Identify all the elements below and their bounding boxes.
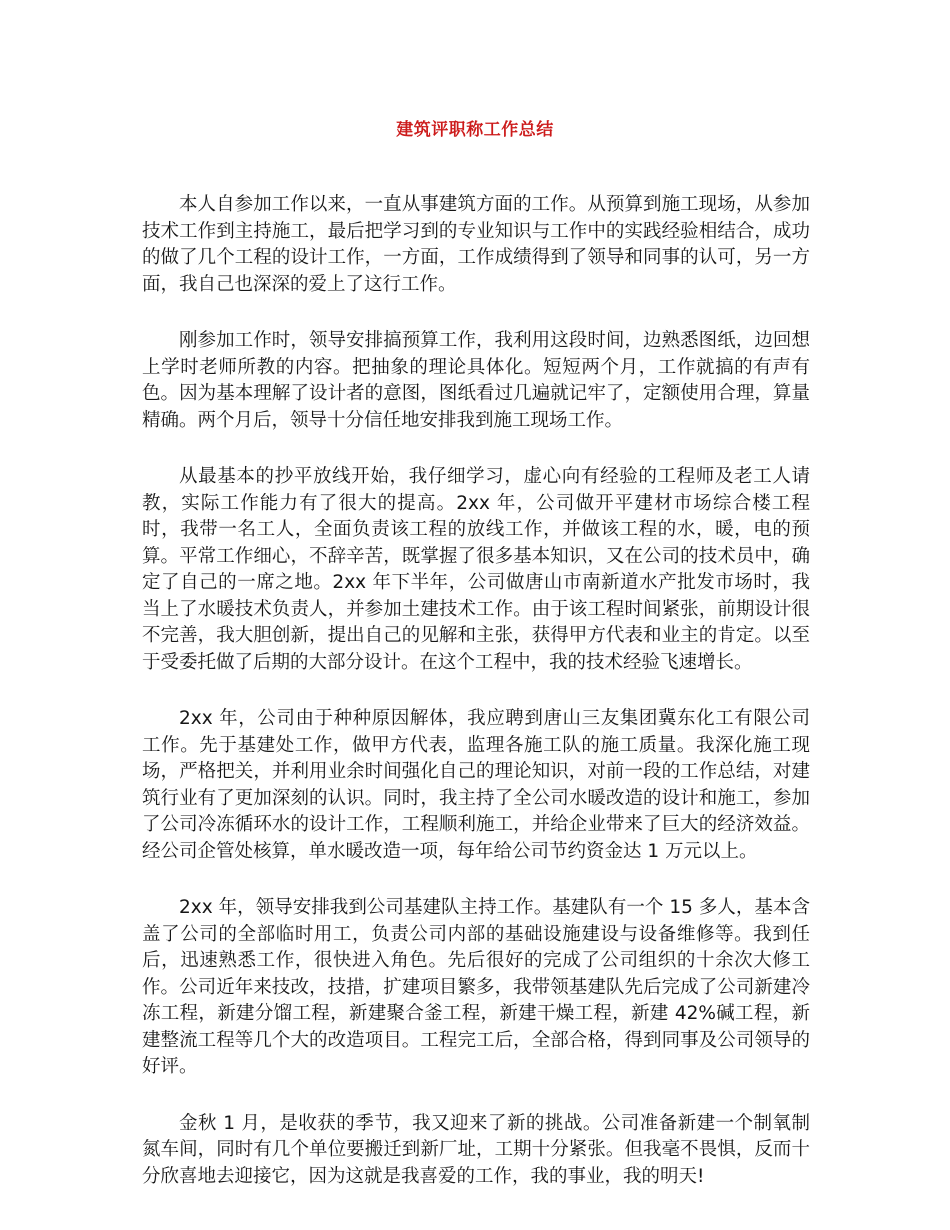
paragraph: 本人自参加工作以来，一直从事建筑方面的工作。从预算到施工现场，从参加技术工作到主持施工，最后把学习到的专业知识与工作中的实践经验相结合，成功的做了几个工程的设计工作，一方面，工作成绩得到了领导和同事的认可，另一方面，我自己也深深的爱上了这行工作。: [142, 194, 810, 295]
paragraph: 2xx 年，领导安排我到公司基建队主持工作。基建队有一个 15 多人，基本含盖了公司的全部临时用工，负责公司内部的基础设施建设与设备维修等。我到任后，迅速熟悉工作，很快进入角色。先后很好的完成了公司组织的十余次大修工作。公司近年来技改，技措，扩建项目繁多，我带领基建队先后完成了公司新建冷冻工程，新建分馏工程，新建聚合釜工程，新建干燥工程，新建 42%碱工程，新建整流工程等几个大的改造项目。工程完工后，全部合格，得到同事及公司领导的好评。: [142, 897, 810, 1077]
paragraph: 从最基本的抄平放线开始，我仔细学习，虚心向有经验的工程师及老工人请教，实际工作能力有了很大的提高。2xx 年，公司做开平建材市场综合楼工程时，我带一名工人，全面负责该工程的放线工作，并做该工程的水，暖，电的预算。平常工作细心，不辞辛苦，既掌握了很多基本知识，又在公司的技术员中，确定了自己的一席之地。2xx 年下半年，公司做唐山市南新道水产批发市场时，我当上了水暖技术负责人，并参加土建技术工作。由于该工程时间紧张，前期设计很不完善，我大胆创新，提出自己的见解和主张，获得甲方代表和业主的肯定。以至于受委托做了后期的大部分设计。在这个工程中，我的技术经验飞速增长。: [142, 466, 810, 673]
document-body: [142, 192, 810, 1220]
paragraph: 刚参加工作时，领导安排搞预算工作，我利用这段时间，边熟悉图纸，边回想上学时老师所教的内容。把抽象的理论具体化。短短两个月，工作就搞的有声有色。因为基本理解了设计者的意图，图纸看过几遍就记牢了，定额使用合理，算量精确。两个月后，领导十分信任地安排我到施工现场工作。: [142, 330, 810, 431]
paragraph: 金秋 1 月，是收获的季节，我又迎来了新的挑战。公司准备新建一个制氧制氮车间，同时有几个单位要搬迁到新厂址，工期十分紧张。但我毫不畏惧，反而十分欣喜地去迎接它，因为这就是我喜爱的工作，我的事业，我的明天!: [142, 1112, 810, 1187]
document-title: 建筑评职称工作总结: [396, 120, 554, 140]
paragraph: 2xx 年，公司由于种种原因解体，我应聘到唐山三友集团冀东化工有限公司工作。先于基建处工作，做甲方代表，监理各施工队的施工质量。我深化施工现场，严格把关，并利用业余时间强化自己的理论知识，对前一段的工作总结，对建筑行业有了更加深刻的认识。同时，我主持了全公司水暖改造的设计和施工，参加了公司冷冻循环水的设计工作，工程顺利施工，并给企业带来了巨大的经济效益。经公司企管处核算，单水暖改造一项，每年给公司节约资金达 1 万元以上。: [142, 708, 810, 862]
